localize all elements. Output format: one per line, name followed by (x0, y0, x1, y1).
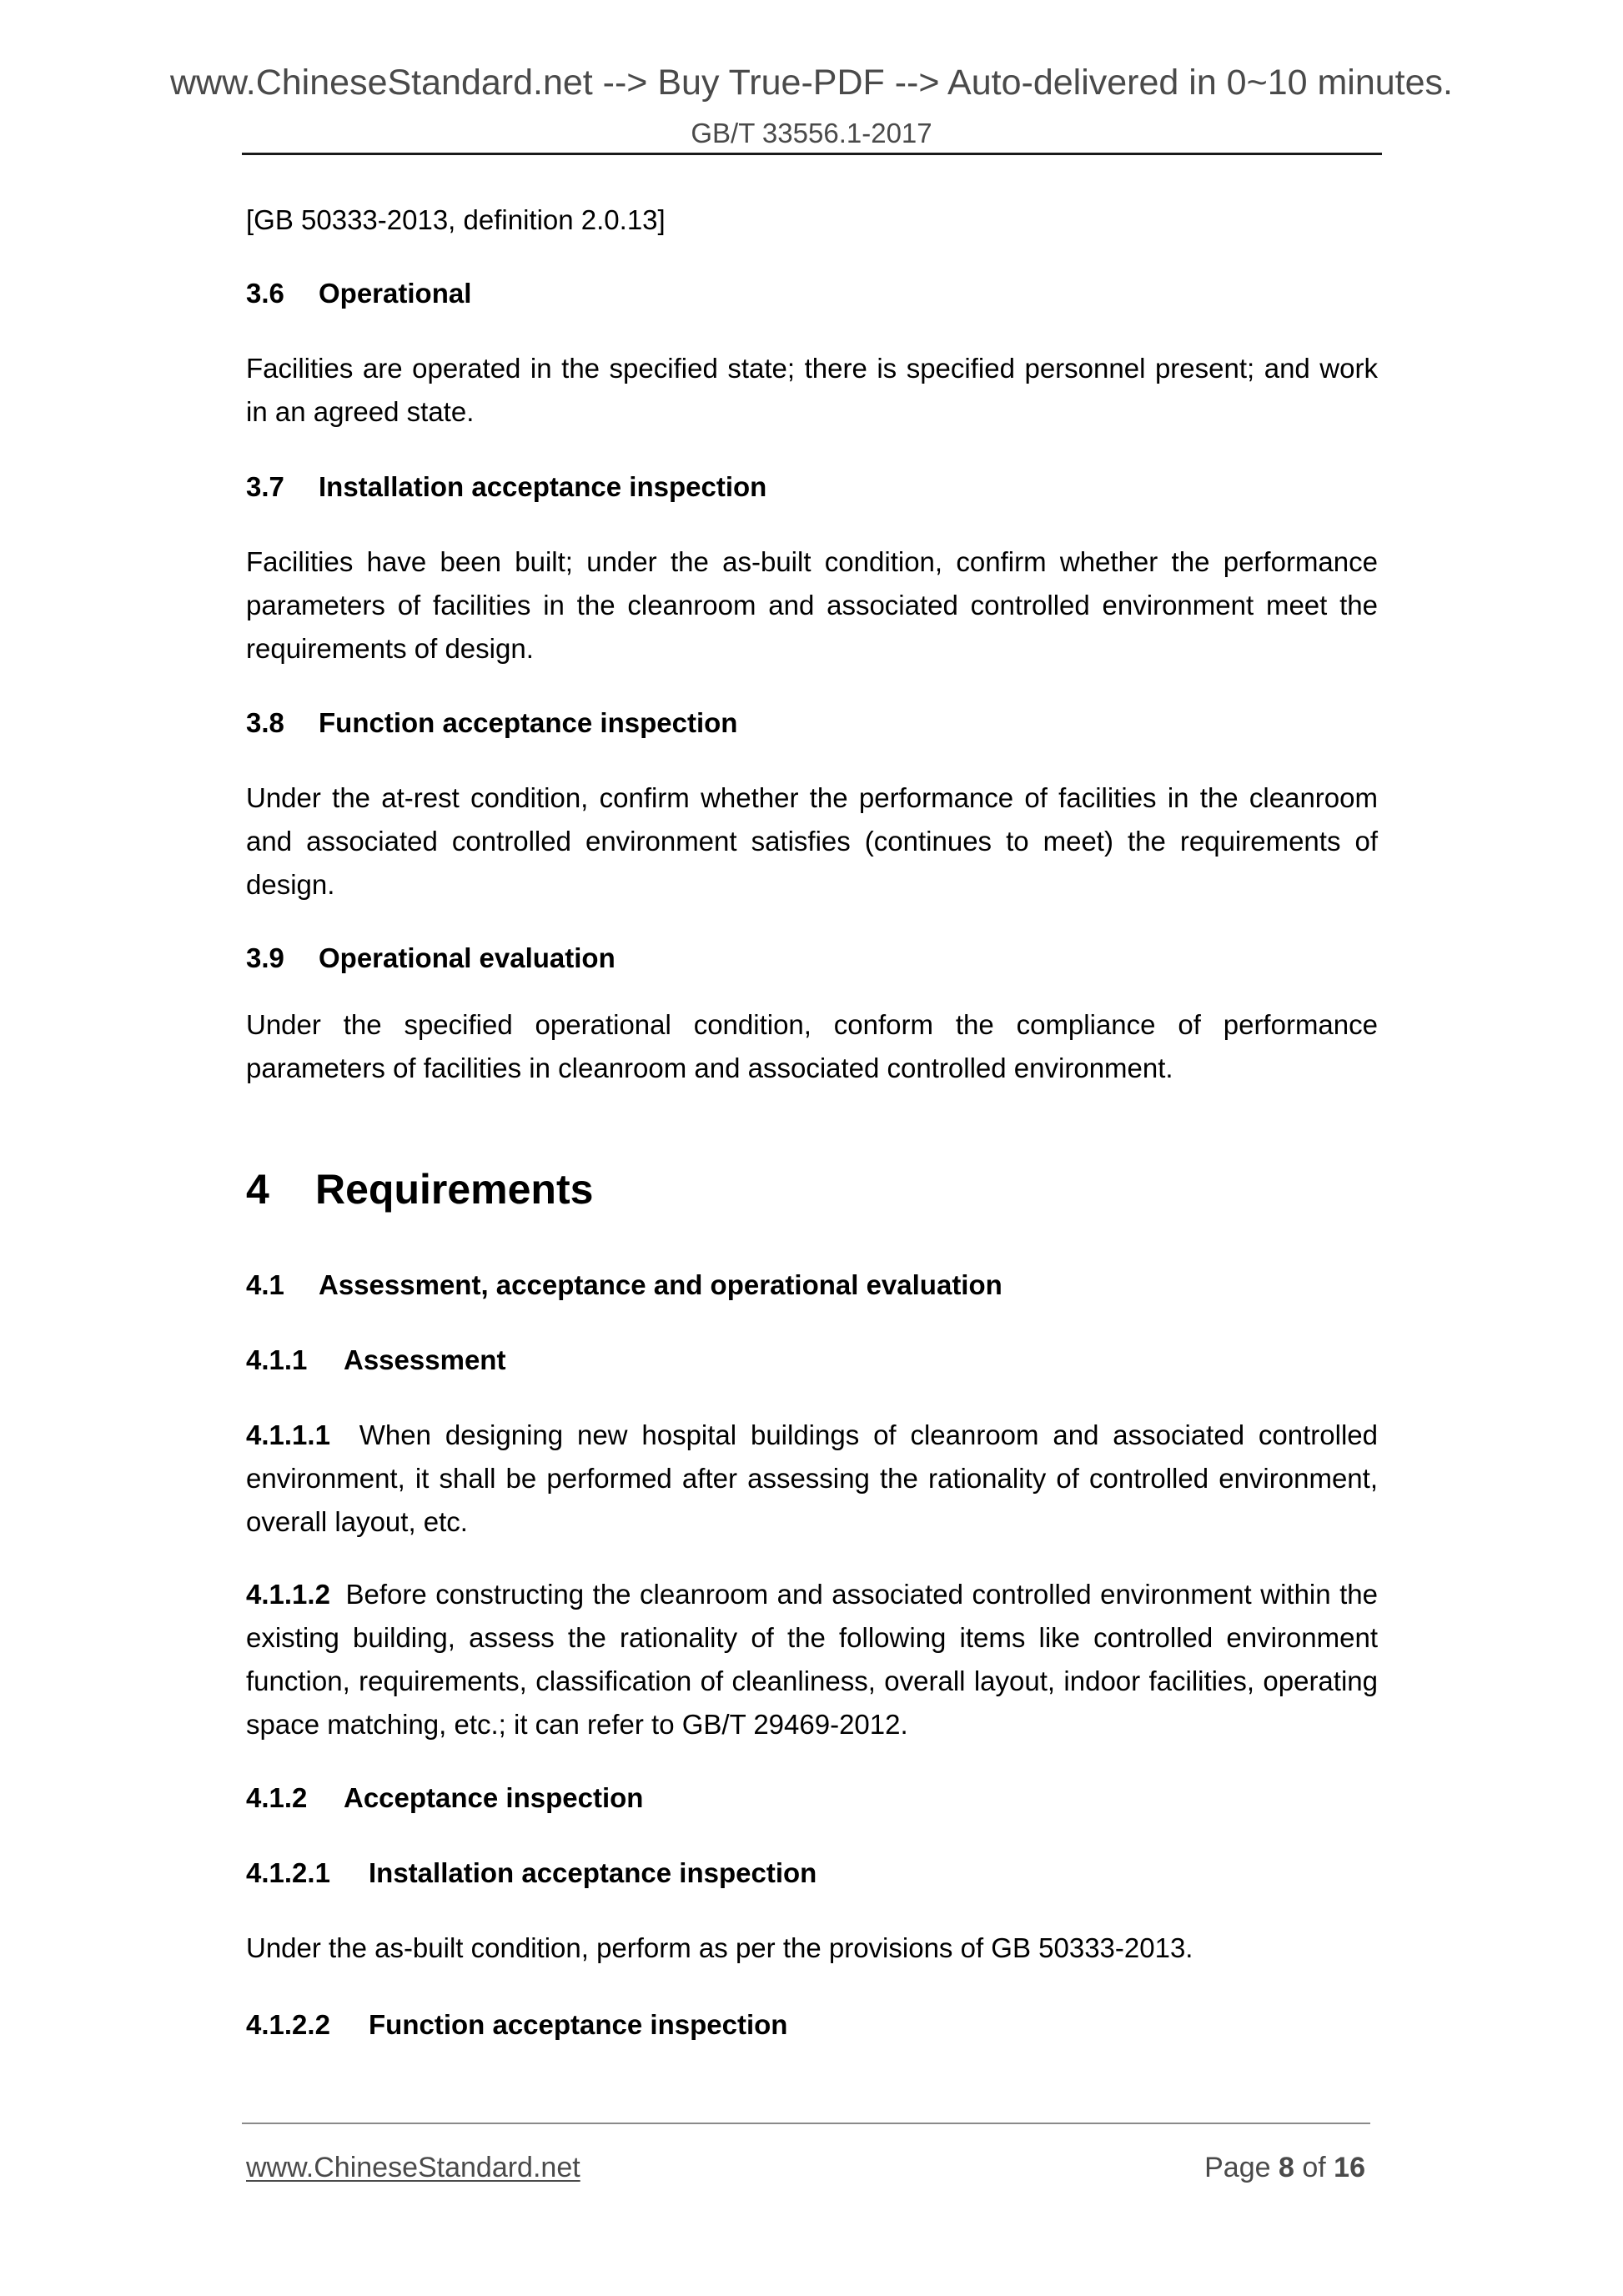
section-number: 3.9 (246, 942, 284, 973)
section-heading-4-1-2-1 (246, 1851, 817, 1895)
section-title: Assessment (344, 1344, 506, 1375)
section-title: Acceptance inspection (344, 1782, 644, 1813)
section-heading-3-6 (246, 272, 471, 315)
clause-number: 4.1.1.2 (246, 1579, 330, 1610)
page-indicator (1204, 2150, 1365, 2185)
page-total: 16 (1334, 2152, 1365, 2183)
header-banner: www.ChineseStandard.net --> Buy True-PDF --> Auto-delivered in 0~10 minutes. (169, 63, 1453, 103)
section-number: 4.1.2 (246, 1782, 308, 1813)
standard-id: GB/T 33556.1-2017 (691, 118, 932, 148)
section-number: 4.1.2.1 (246, 1857, 330, 1888)
clause-text: When designing new hospital buildings of cleanroom and associated controlled environment, it shall be performed after assessing the rationality of controlled environment, overall layout, etc. (246, 1419, 1378, 1537)
section-number: 3.8 (246, 707, 284, 738)
section-number: 3.6 (246, 278, 284, 309)
footer-divider (242, 2123, 1370, 2124)
section-heading-4-1-1 (246, 1339, 505, 1382)
section-number: 4.1.1 (246, 1344, 308, 1375)
section-heading-4-1 (246, 1264, 1002, 1307)
section-number: 3.7 (246, 471, 284, 502)
chapter-heading-4 (246, 1164, 593, 1214)
section-heading-4-1-2-2 (246, 2003, 787, 2047)
clause-text: Before constructing the cleanroom and associated controlled environment within the existing building, assess the rationality of the following items like controlled environment function, requirements, classification of cleanliness, overall layout, indoor facilities, operating space matching, etc.; it can refer to GB/T 29469-2012. (246, 1579, 1378, 1740)
clause-number: 4.1.1.1 (246, 1419, 330, 1450)
section-number: 4.1 (246, 1269, 284, 1300)
section-title: Function acceptance inspection (319, 707, 738, 738)
clause-text-4-1-2-1: Under the as-built condition, perform as per the provisions of GB 50333-2013. (246, 1932, 1193, 1963)
clause-4-1-1-1 (246, 1414, 1378, 1544)
footer-website-link[interactable]: www.ChineseStandard.net (246, 2152, 580, 2183)
section-heading-3-7 (246, 465, 766, 509)
clause-4-1-1-2 (246, 1573, 1378, 1746)
section-heading-3-8 (246, 701, 737, 745)
section-text-3-8: Under the at-rest condition, confirm whether the performance of facilities in the cleanroom and associated controlled environment satisfies (continues to meet) the requirements of design. (246, 782, 1378, 900)
section-heading-4-1-2 (246, 1776, 643, 1820)
section-text-3-9: Under the specified operational condition, conform the compliance of performance parameters of facilities in cleanroom and associated controlled environment. (246, 1009, 1378, 1083)
section-heading-3-9 (246, 937, 616, 980)
section-title: Function acceptance inspection (369, 2009, 788, 2040)
section-title: Assessment, acceptance and operational evaluation (319, 1269, 1002, 1300)
chapter-title: Requirements (315, 1166, 594, 1213)
section-text-3-6: Facilities are operated in the specified state; there is specified personnel present; and work in an agreed state. (246, 353, 1378, 427)
page-current: 8 (1278, 2152, 1294, 2183)
section-title: Installation acceptance inspection (319, 471, 767, 502)
section-title: Operational (319, 278, 472, 309)
section-text-3-7: Facilities have been built; under the as-built condition, confirm whether the performance parameters of facilities in the cleanroom and associated controlled environment meet the requirements of design. (246, 546, 1378, 664)
section-number: 4.1.2.2 (246, 2009, 330, 2040)
chapter-number: 4 (246, 1166, 269, 1213)
page-of: of (1302, 2152, 1326, 2183)
header-divider (242, 153, 1382, 155)
page-prefix: Page (1204, 2152, 1271, 2183)
section-title: Installation acceptance inspection (369, 1857, 817, 1888)
reference-note: [GB 50333-2013, definition 2.0.13] (246, 204, 666, 235)
section-title: Operational evaluation (319, 942, 616, 973)
